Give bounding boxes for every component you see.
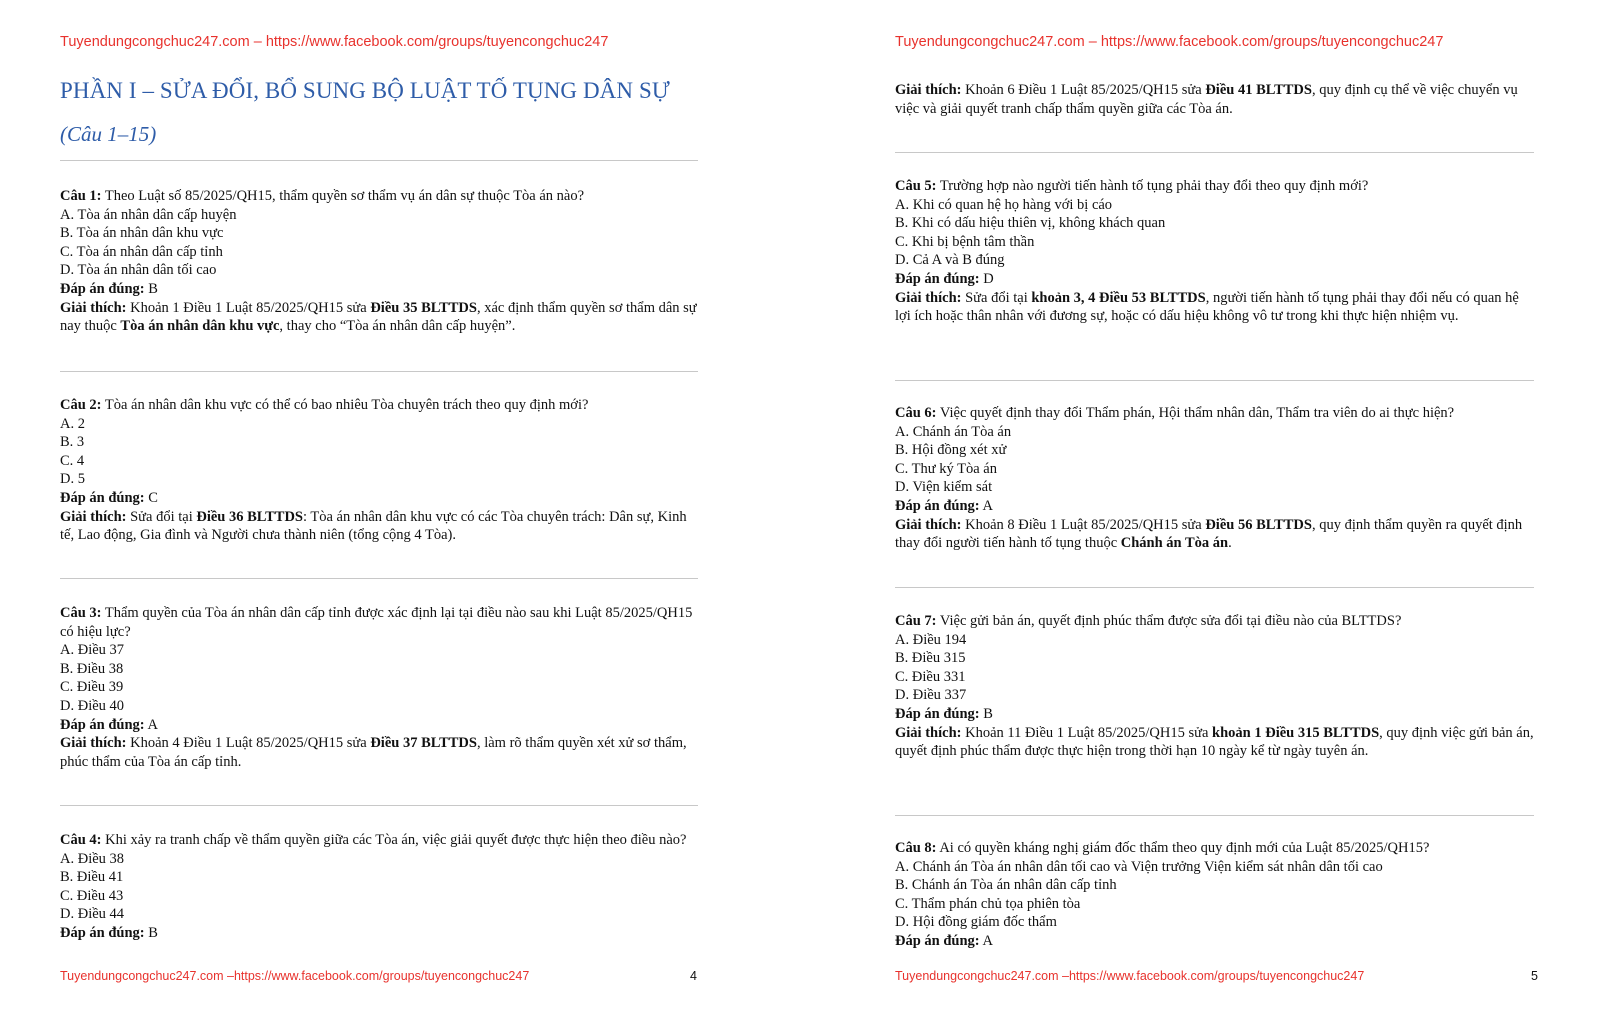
question-prompt: Ai có quyền kháng nghị giám đốc thẩm theo quy định mới của Luật 85/2025/QH15? [939,840,1430,856]
answer-option: C. Điều 39 [60,679,124,696]
correct-answer [895,270,1535,289]
emphasis-text: Điều 37 BLTTDS [370,735,477,752]
question-text [60,396,700,415]
explanation [60,734,700,771]
text-run: Khoản 1 Điều 1 Luật 85/2025/QH15 sửa [130,299,371,316]
answer-option: D. 5 [60,471,85,488]
section-subtitle: (Câu 1–15) [60,122,157,146]
divider [60,371,698,372]
page-header: Tuyendungcongchuc247.com – https://www.facebook.com/groups/tuyencongchuc247 [895,34,1444,50]
answer-option: A. 2 [60,415,85,432]
explanation-text [60,300,697,335]
explain-label: Giải thích: [895,82,962,98]
document-page-5 [834,0,1600,1012]
answer-option: C. Khi bị bệnh tâm thần [895,233,1035,250]
explain-label: Giải thích: [60,299,127,316]
question-text [895,839,1535,858]
question-block [895,612,1535,761]
answer-label: Đáp án đúng: [60,924,145,941]
text-run: , làm rõ thẩm quyền xét xử sơ thẩm, phúc thẩm của Tòa án cấp tỉnh. [60,735,687,770]
text-run: , quy định thẩm quyền ra quyết định thay đổi người tiến hành tố tụng thuộc [895,516,1523,552]
page-number: 4 [690,969,697,983]
divider [895,587,1534,588]
answer-option: B. Điều 315 [895,650,966,667]
divider [60,160,698,161]
question-prompt: Tòa án nhân dân khu vực có thể có bao nhiêu Tòa chuyên trách theo quy định mới? [104,397,589,413]
explanation-text [895,517,1522,552]
explain-label: Giải thích: [895,289,962,306]
explain-label: Giải thích: [60,735,127,752]
question-label: Câu 5: [895,178,937,194]
answer-label: Đáp án đúng: [60,489,145,506]
answer-option: D. Điều 337 [895,687,967,704]
answer-option: A. Khi có quan hệ họ hàng với bị cáo [895,196,1113,213]
question-label: Câu 6: [895,405,937,421]
question-block [60,831,700,943]
answer-option: B. 3 [60,434,85,451]
text-run: , thay cho “Tòa án nhân dân cấp huyện”. [279,318,516,335]
divider [895,815,1534,816]
answer-value: A [982,932,993,949]
answer-option: A. Điều 194 [895,631,967,648]
answer-option: C. 4 [60,452,85,469]
emphasis-text: Tòa án nhân dân khu vực [120,318,280,335]
question-block [60,187,700,336]
answer-option: A. Tòa án nhân dân cấp huyện [60,206,237,223]
answer-option: D. Tòa án nhân dân tối cao [60,262,217,279]
explanation-text [895,82,1518,117]
question-block [60,604,700,771]
answer-option: B. Tòa án nhân dân khu vực [60,225,224,242]
emphasis-text: Điều 56 BLTTDS [1205,516,1312,533]
question-label: Câu 3: [60,605,102,621]
explanation-text [60,735,687,770]
question-prompt: Khi xảy ra tranh chấp về thẩm quyền giữa các Tòa án, việc giải quyết được thực hiện theo điều nào? [105,832,687,848]
answer-value: B [983,705,993,722]
answer-option: A. Chánh án Tòa án nhân dân tối cao và Viện trưởng Viện kiểm sát nhân dân tối cao [895,858,1383,875]
question-prompt: Thẩm quyền của Tòa án nhân dân cấp tỉnh được xác định lại tại điều nào sau khi Luật 85/2025/QH15 có hiệu lực? [60,605,693,640]
answer-label: Đáp án đúng: [895,270,980,287]
emphasis-text: khoản 1 Điều 315 BLTTDS [1212,724,1380,741]
answer-value: A [982,497,993,514]
text-run: : Tòa án nhân dân khu vực có các Tòa chuyên trách: Dân sự, Kinh tế, Lao động, Gia đình và Người chưa thành niên (tổng cộng 4 Tòa). [60,508,687,544]
answer-option: B. Điều 41 [60,869,124,886]
answer-option: D. Viện kiểm sát [895,479,993,496]
explanation [60,508,700,545]
page-header: Tuyendungcongchuc247.com – https://www.facebook.com/groups/tuyencongchuc247 [60,34,609,50]
question-block [895,177,1535,326]
question-text [60,604,700,641]
question-text [895,612,1535,631]
question-label: Câu 2: [60,397,102,413]
text-run: Khoản 11 Điều 1 Luật 85/2025/QH15 sửa [965,724,1213,741]
explain-label: Giải thích: [60,508,127,525]
question-text [895,404,1535,423]
emphasis-text: Điều 35 BLTTDS [370,299,477,316]
answer-value: D [983,270,994,287]
answer-value: A [147,716,158,733]
correct-answer [60,924,700,943]
answer-label: Đáp án đúng: [60,280,145,297]
question-label: Câu 4: [60,832,102,848]
correct-answer [60,716,700,735]
answer-option: B. Khi có dấu hiệu thiên vị, không khách quan [895,215,1166,232]
answer-option: B. Hội đồng xét xử [895,442,1007,459]
answer-option: C. Tòa án nhân dân cấp tỉnh [60,243,223,260]
text-run: , quy định cụ thể về việc chuyển vụ việc và giải quyết tranh chấp thẩm quyền giữa các Tòa án. [895,82,1518,117]
question-text [895,177,1535,196]
answer-option: C. Thư ký Tòa án [895,460,997,477]
explanation [895,724,1535,761]
answer-option: A. Điều 38 [60,850,125,867]
explanation [895,516,1535,553]
emphasis-text: Chánh án Tòa án [1120,535,1229,552]
answer-option: D. Hội đồng giám đốc thẩm [895,914,1057,931]
question-prompt: Việc gửi bản án, quyết định phúc thẩm được sửa đổi tại điều nào của BLTTDS? [939,613,1402,629]
answer-value: C [148,489,158,506]
question-prompt: Theo Luật số 85/2025/QH15, thẩm quyền sơ thẩm vụ án dân sự thuộc Tòa án nào? [104,188,585,204]
divider [895,380,1534,381]
continued-explanation [895,81,1535,118]
page-number: 5 [1531,969,1538,983]
correct-answer [60,489,700,508]
question-prompt: Trường hợp nào người tiến hành tố tụng phải thay đổi theo quy định mới? [939,178,1369,194]
text-run: , quy định việc gửi bản án, quyết định phúc thẩm được thực hiện trong thời hạn 10 ngày kể từ ngày tuyên án. [895,724,1534,760]
answer-label: Đáp án đúng: [895,497,980,514]
correct-answer [895,932,1535,951]
answer-label: Đáp án đúng: [60,716,145,733]
answer-option: D. Điều 40 [60,697,125,714]
answer-value: B [148,924,158,941]
answer-option: C. Điều 331 [895,668,966,685]
explanation-text [895,290,1519,325]
question-block [60,396,700,545]
explanation [895,289,1535,326]
emphasis-text: Điều 41 BLTTDS [1205,82,1312,98]
section-title: PHẦN I – SỬA ĐỔI, BỔ SUNG BỘ LUẬT TỐ TỤNG DÂN SỰ [60,78,670,103]
text-run: , người tiến hành tố tụng phải thay đổi nếu có quan hệ lợi ích hoặc thân nhân với đương sự, hoặc có dấu hiệu không vô tư trong khi thực hiện nhiệm vụ. [895,289,1519,325]
explanation-text [895,725,1534,760]
text-run: Khoản 4 Điều 1 Luật 85/2025/QH15 sửa [130,735,371,752]
question-label: Câu 8: [895,840,937,856]
answer-option: A. Điều 37 [60,642,125,659]
question-label: Câu 7: [895,613,937,629]
answer-option: A. Chánh án Tòa án [895,423,1012,440]
text-run: Khoản 8 Điều 1 Luật 85/2025/QH15 sửa [965,516,1206,533]
answer-option: D. Điều 44 [60,906,125,923]
correct-answer [60,280,700,299]
question-text [60,187,700,206]
text-run: Khoản 6 Điều 1 Luật 85/2025/QH15 sửa [965,82,1206,98]
explain-label: Giải thích: [895,516,962,533]
question-block [895,839,1535,951]
answer-value: B [148,280,158,297]
answer-label: Đáp án đúng: [895,932,980,949]
text-run: , xác định thẩm quyền sơ thẩm dân sự nay thuộc [60,299,697,335]
answer-option: B. Điều 38 [60,660,124,677]
emphasis-text: khoản 3, 4 Điều 53 BLTTDS [1031,289,1206,306]
divider [895,152,1534,153]
explanation [60,299,700,336]
text-run: . [1228,535,1232,552]
page-footer: Tuyendungcongchuc247.com –https://www.facebook.com/groups/tuyencongchuc247 [60,969,530,983]
correct-answer [895,497,1535,516]
answer-label: Đáp án đúng: [895,705,980,722]
question-block [895,404,1535,553]
answer-option: D. Cả A và B đúng [895,252,1005,269]
divider [60,805,698,806]
question-text [60,831,700,850]
text-run: Sửa đổi tại [965,289,1032,306]
correct-answer [895,705,1535,724]
question-label: Câu 1: [60,188,102,204]
page-footer: Tuyendungcongchuc247.com –https://www.facebook.com/groups/tuyencongchuc247 [895,969,1365,983]
answer-option: C. Thẩm phán chủ tọa phiên tòa [895,895,1081,912]
text-run: Sửa đổi tại [130,508,197,525]
question-prompt: Việc quyết định thay đổi Thẩm phán, Hội thẩm nhân dân, Thẩm tra viên do ai thực hiện? [939,405,1455,421]
divider [60,578,698,579]
answer-option: C. Điều 43 [60,887,124,904]
answer-option: B. Chánh án Tòa án nhân dân cấp tỉnh [895,877,1117,894]
emphasis-text: Điều 36 BLTTDS [196,508,303,525]
explanation-text [60,509,687,544]
explain-label: Giải thích: [895,724,962,741]
